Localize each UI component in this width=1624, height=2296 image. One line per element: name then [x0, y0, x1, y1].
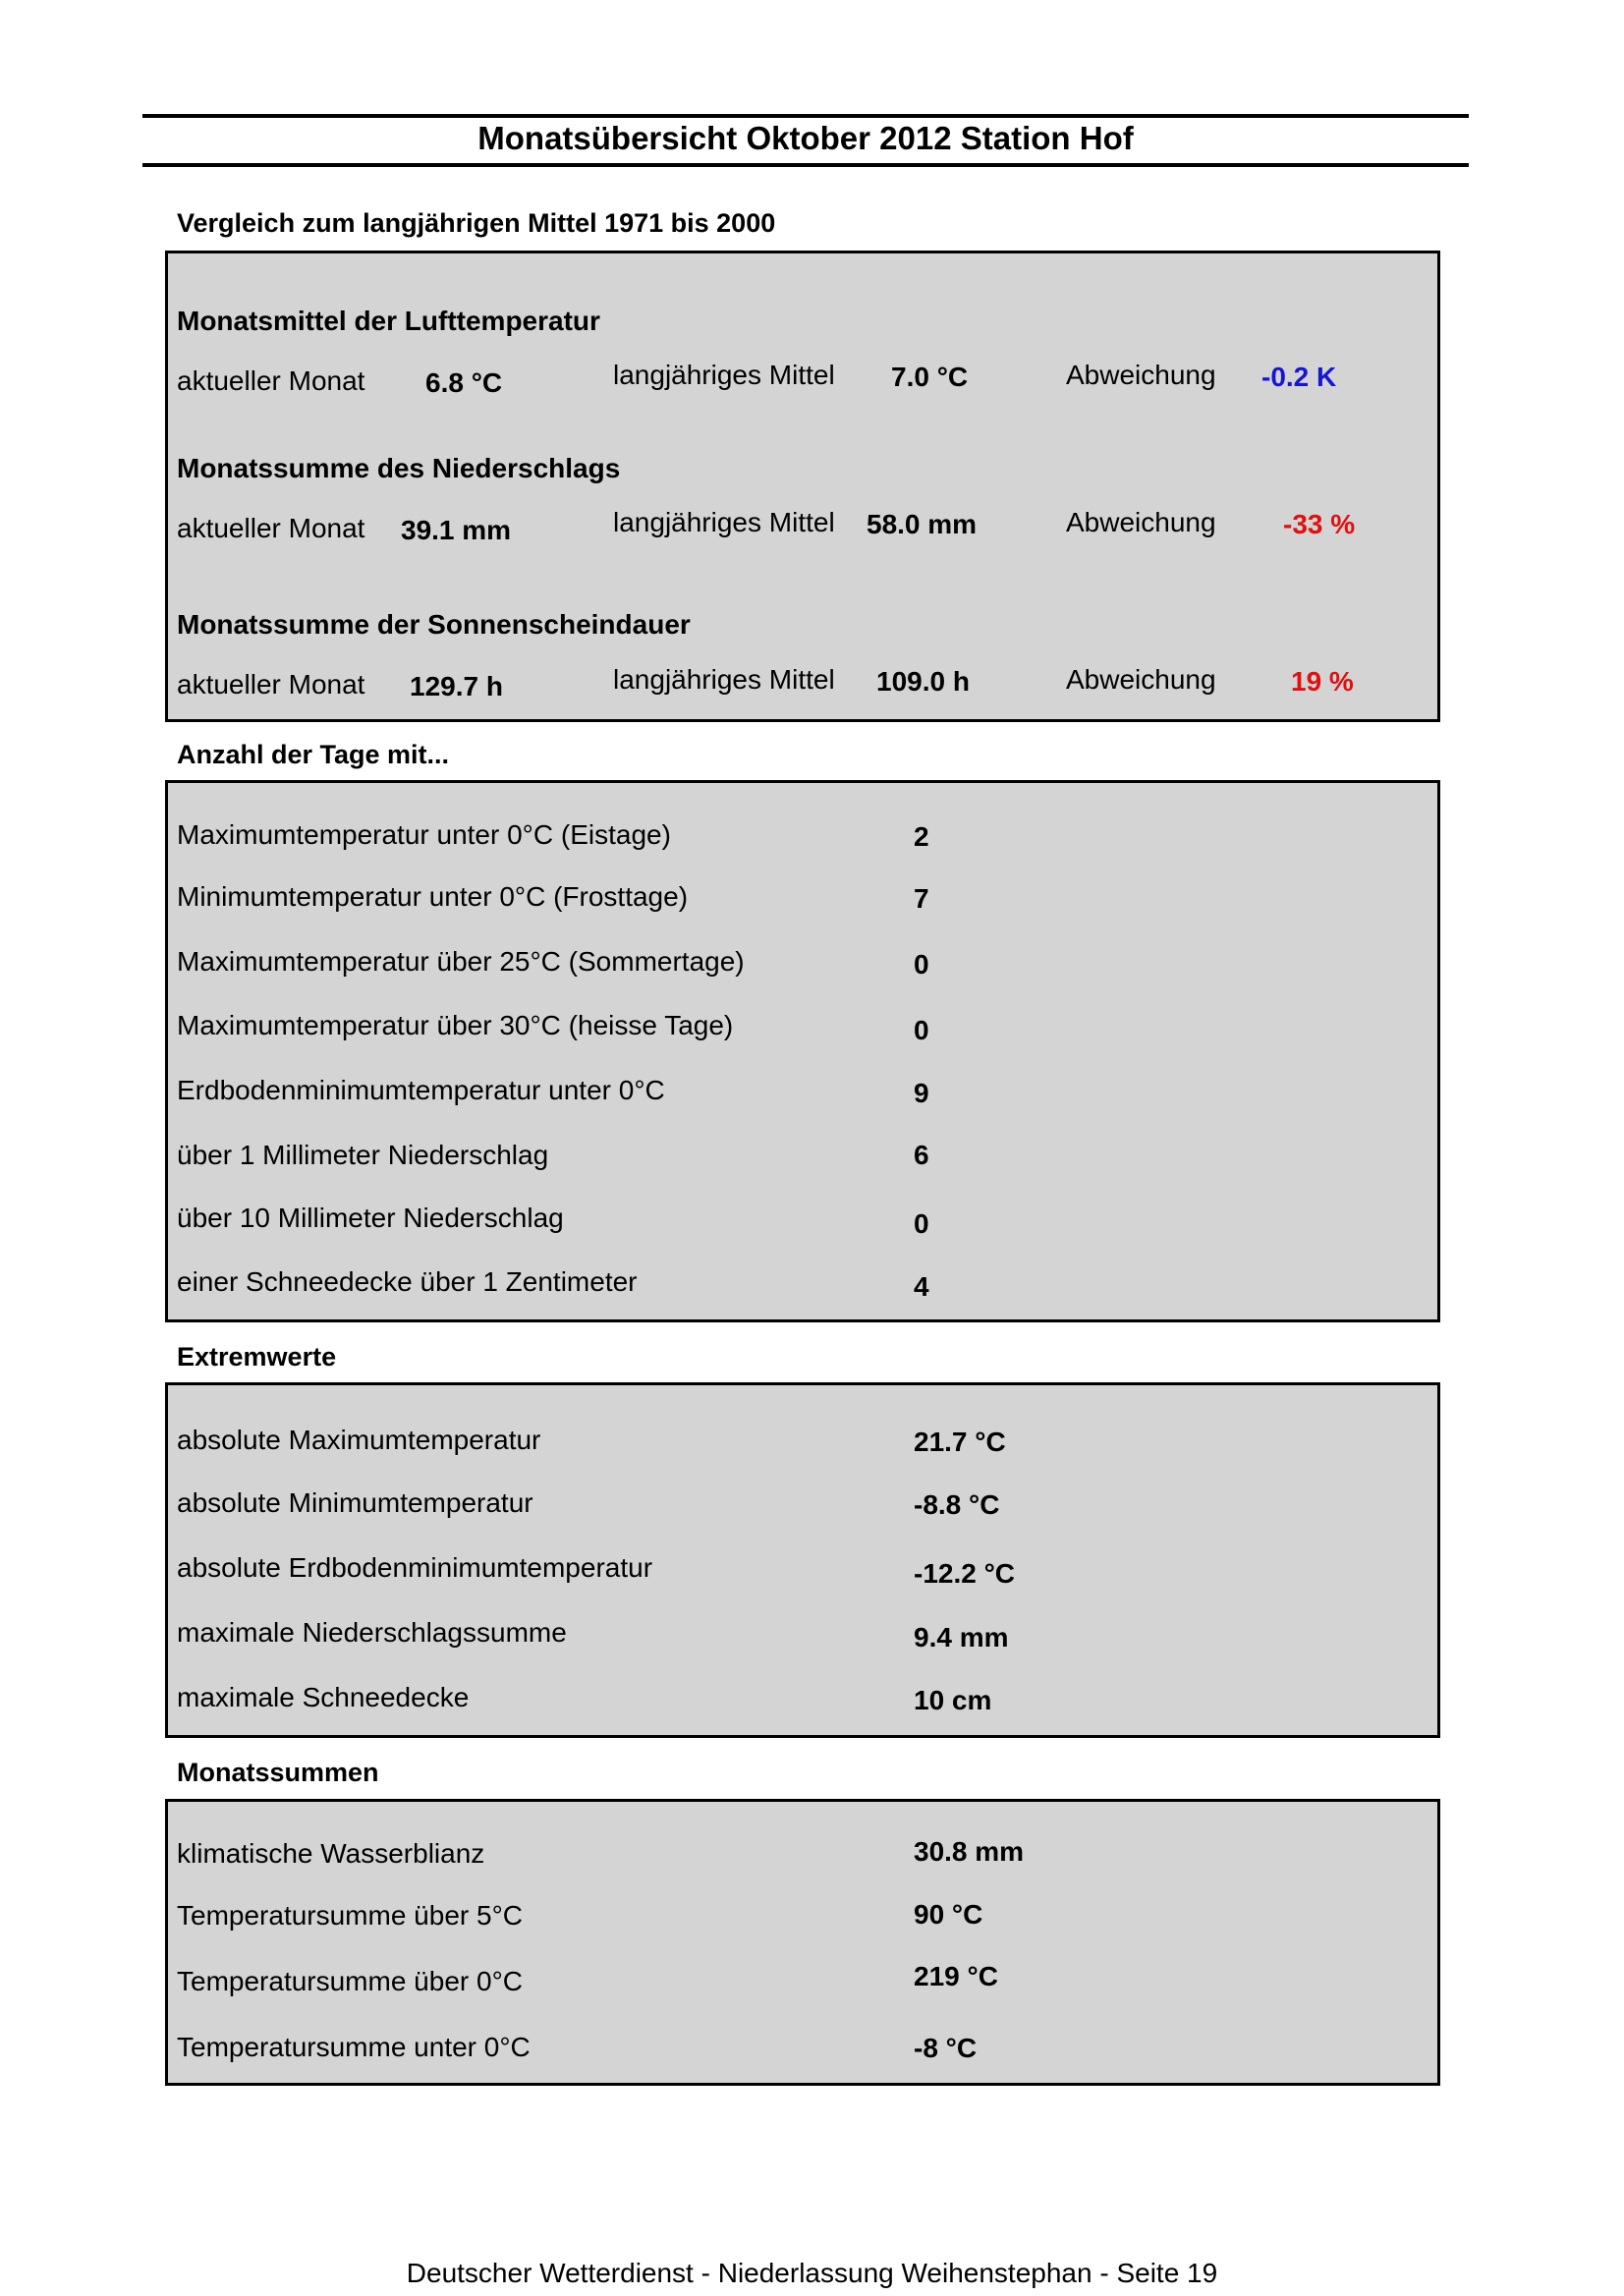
list-item-label: Maximumtemperatur unter 0°C (Eistage) [177, 819, 671, 850]
sunshine-deviation-label: Abweichung [1066, 664, 1216, 695]
precipitation-group-title: Monatssumme des Niederschlags [177, 453, 621, 483]
precipitation-deviation-value: -33 % [1283, 509, 1356, 539]
title-rule-top [142, 114, 1469, 118]
days-heading: Anzahl der Tage mit... [177, 740, 450, 769]
sunshine-group-title: Monatssumme der Sonnenscheindauer [177, 609, 691, 640]
extremes-heading: Extremwerte [177, 1342, 337, 1372]
list-item-label: klimatische Wasserblianz [177, 1838, 485, 1869]
list-item-value: 90 °C [914, 1899, 983, 1930]
sunshine-mean-label: langjähriges Mittel [613, 664, 835, 695]
list-item-value: 10 cm [914, 1685, 992, 1715]
list-item-label: Temperatursumme über 5°C [177, 1900, 523, 1931]
list-item-label: über 1 Millimeter Niederschlag [177, 1140, 549, 1170]
precipitation-current-value: 39.1 mm [401, 515, 512, 545]
sunshine-deviation-value: 19 % [1291, 666, 1354, 697]
temperature-current-value: 6.8 °C [425, 367, 503, 398]
list-item-label: Minimumtemperatur unter 0°C (Frosttage) [177, 881, 689, 912]
list-item-value: -12.2 °C [914, 1558, 1016, 1589]
list-item-label: absolute Maximumtemperatur [177, 1425, 541, 1455]
list-item-label: Maximumtemperatur über 30°C (heisse Tage) [177, 1010, 734, 1040]
list-item-label: einer Schneedecke über 1 Zentimeter [177, 1266, 638, 1297]
list-item-value: 0 [914, 1208, 929, 1239]
days-box [165, 780, 1440, 1322]
extremes-box [165, 1382, 1440, 1738]
list-item-value: 9.4 mm [914, 1622, 1009, 1652]
temperature-group-title: Monatsmittel der Lufttemperatur [177, 306, 600, 336]
list-item-label: Maximumtemperatur über 25°C (Sommertage) [177, 946, 745, 977]
list-item-label: absolute Erdbodenminimumtemperatur [177, 1552, 653, 1583]
sunshine-current-value: 129.7 h [410, 671, 503, 701]
list-item-value: 9 [914, 1078, 929, 1108]
list-item-label: über 10 Millimeter Niederschlag [177, 1203, 564, 1233]
temperature-mean-label: langjähriges Mittel [613, 360, 835, 390]
precipitation-mean-value: 58.0 mm [867, 509, 978, 539]
list-item-value: 21.7 °C [914, 1427, 1006, 1457]
list-item-label: maximale Niederschlagssumme [177, 1617, 567, 1648]
list-item-value: 30.8 mm [914, 1836, 1025, 1867]
list-item-label: Temperatursumme unter 0°C [177, 2032, 531, 2062]
comparison-heading: Vergleich zum langjährigen Mittel 1971 bis 2000 [177, 208, 776, 238]
temperature-current-label: aktueller Monat [177, 365, 365, 396]
temperature-deviation-value: -0.2 K [1261, 362, 1337, 392]
list-item-value: 2 [914, 821, 929, 852]
list-item-value: 0 [914, 1015, 929, 1045]
list-item-value: 0 [914, 949, 929, 980]
list-item-label: absolute Minimumtemperatur [177, 1487, 533, 1518]
precipitation-mean-label: langjähriges Mittel [613, 507, 835, 537]
page-footer: Deutscher Wetterdienst - Niederlassung Weihenstephan - Seite 19 [406, 2258, 1218, 2288]
list-item-value: 6 [914, 1140, 929, 1170]
list-item-label: Erdbodenminimumtemperatur unter 0°C [177, 1075, 665, 1105]
comparison-box [165, 251, 1440, 722]
precipitation-current-label: aktueller Monat [177, 513, 365, 543]
list-item-label: Temperatursumme über 0°C [177, 1966, 523, 1996]
list-item-value: -8.8 °C [914, 1489, 1000, 1520]
sunshine-current-label: aktueller Monat [177, 669, 365, 700]
page-title: Monatsübersicht Oktober 2012 Station Hof [477, 120, 1134, 156]
list-item-value: 7 [914, 883, 929, 914]
sums-heading: Monatssummen [177, 1758, 379, 1787]
sums-box [165, 1799, 1440, 2086]
list-item-value: 219 °C [914, 1961, 998, 1991]
temperature-mean-value: 7.0 °C [891, 362, 969, 392]
title-rule-bottom [142, 163, 1469, 167]
list-item-value: -8 °C [914, 2033, 978, 2063]
list-item-label: maximale Schneedecke [177, 1682, 470, 1712]
precipitation-deviation-label: Abweichung [1066, 507, 1216, 537]
sunshine-mean-value: 109.0 h [876, 666, 970, 697]
list-item-value: 4 [914, 1271, 929, 1302]
temperature-deviation-label: Abweichung [1066, 360, 1216, 390]
